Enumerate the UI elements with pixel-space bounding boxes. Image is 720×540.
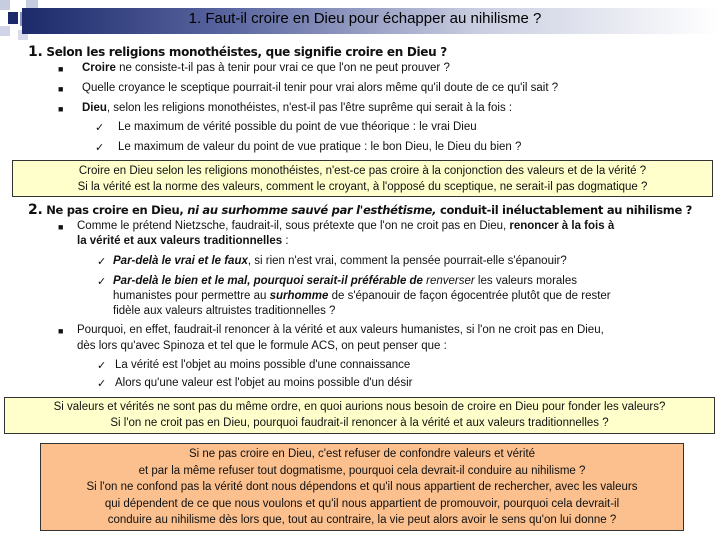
list-item-cont: dès lors qu'avec Spinoza et tel que le formule ACS, on peut penser que : [77, 340, 447, 352]
section2-heading [28, 202, 692, 218]
item-text: ne consiste-t-il pas à tenir pour vrai ce que l'on ne peut prouver ? [115, 62, 450, 74]
list-item: La vérité est l'objet au moins possible d'une connaissance [115, 359, 411, 371]
check-icon: ✓ [95, 122, 105, 134]
box-line: Si ne pas croire en Dieu, c'est refuser de confondre valeurs et vérité [188, 448, 536, 460]
item-text: Comme le prétend Nietzsche, faudrait-il, sous prétexte que l'on ne croit pas en Dieu, [77, 220, 510, 232]
list-item-cont: fidèle aux valeurs altruistes traditionnelles ? [113, 305, 336, 317]
bullet-icon: ■ [58, 64, 64, 74]
bullet-icon: ■ [58, 84, 64, 94]
bullet-icon: ■ [58, 104, 64, 114]
bold-term: Croire [82, 62, 116, 74]
heading-part: Ne pas croire en Dieu, [46, 203, 184, 217]
check-icon: ✓ [97, 256, 107, 268]
list-item [82, 82, 558, 94]
question-box-2 [4, 397, 715, 434]
check-icon: ✓ [95, 142, 105, 154]
box-line: Si valeurs et vérités ne sont pas du même ordre, en quoi aurions nous besoin de croire en Dieu pour fonder les valeurs? [53, 401, 666, 413]
bold-italic-term: surhomme [269, 290, 329, 302]
box-line: Si l'on ne confond pas la vérité dont nous dépendons et qu'il nous appartient de rechercher, avec les valeurs [86, 481, 638, 493]
box-line: et par la même refuser tout dogmatisme, pourquoi cela devrait-il conduire au nihilisme ? [138, 464, 586, 477]
box-line: conduire au nihilisme dès lors que, tout au contraire, la vie peut alors avoir le sens qu'on lui donne ? [107, 514, 617, 526]
page-title: 1. Faut-il croire en Dieu pour échapper au nihilisme ? [188, 10, 542, 27]
bold-italic-term: Par-delà le bien et le mal, pourquoi serait-il préférable de [113, 275, 423, 287]
section1-heading [28, 44, 447, 60]
list-item: Le maximum de valeur du point de vue pratique : le bon Dieu, le Dieu du bien ? [118, 141, 522, 153]
list-item [77, 220, 614, 232]
bullet-icon: ■ [58, 326, 64, 336]
section-number: 1. [28, 44, 43, 60]
heading-part: conduit-il inéluctablement au nihilisme ? [436, 203, 693, 217]
check-icon: ✓ [97, 276, 107, 288]
heading-part: ni au surhomme sauvé par l'esthétisme, [183, 203, 437, 217]
box-line: Si la vérité est la norme des valeurs, comment le croyant, à l'opposé du sceptique, ne serait-il pas dogmatique ? [77, 180, 648, 193]
check-icon: ✓ [97, 360, 107, 372]
item-text: les valeurs morales [474, 275, 577, 287]
list-item: Alors qu'une valeur est l'objet au moins possible d'un désir [115, 377, 413, 389]
section-heading-text: Selon les religions monothéistes, que signifie croire en Dieu ? [46, 45, 447, 59]
box-line: Croire en Dieu selon les religions monothéistes, n'est-ce pas croire à la conjonction des valeurs et de la vérité ? [78, 165, 647, 177]
section-number: 2. [28, 202, 43, 218]
bold-italic-term: Par-delà le vrai et le faux [113, 255, 248, 267]
italic-term: renverser [422, 275, 475, 287]
bullet-icon: ■ [58, 222, 64, 232]
conclusion-box [40, 443, 684, 531]
bold-term: renoncer à la fois à [509, 220, 615, 232]
box-line: qui dépendent de ce que nous voulons et qu'il nous appartient de promouvoir, pourquoi cela devrait-il [104, 497, 620, 510]
item-text: : [282, 235, 289, 247]
item-text: , si rien n'est vrai, comment la pensée pourrait-elle s'épanouir? [247, 255, 567, 267]
bold-term: Dieu [82, 102, 107, 114]
item-text: humanistes pour permettre au [113, 290, 270, 302]
list-item [82, 62, 450, 74]
list-item-cont [77, 235, 289, 247]
list-item: Le maximum de vérité possible du point de vue théorique : le vrai Dieu [118, 121, 477, 133]
list-item: Pourquoi, en effet, faudrait-il renoncer à la vérité et aux valeurs humanistes, si l'on ne croit pas en Dieu, [77, 324, 604, 336]
list-item [82, 102, 512, 114]
box-line: Si l'on ne croit pas en Dieu, pourquoi faudrait-il renoncer à la vérité et aux valeurs traditionnelles ? [110, 416, 609, 429]
item-text: de s'épanouir de façon égocentrée plutôt que de rester [328, 290, 611, 302]
item-text: , selon les religions monothéistes, n'est-il pas l'être suprême qui serait à la fois : [106, 102, 513, 114]
question-box-1 [12, 160, 713, 197]
bold-term: la vérité et aux valeurs traditionnelles [77, 235, 283, 247]
check-icon: ✓ [97, 378, 107, 390]
list-item [113, 255, 567, 267]
list-item-cont [113, 290, 611, 302]
item-text: Quelle croyance le sceptique pourrait-il tenir pour vrai alors même qu'il doute de ce qu'il sait ? [82, 82, 559, 94]
list-item [113, 275, 577, 287]
